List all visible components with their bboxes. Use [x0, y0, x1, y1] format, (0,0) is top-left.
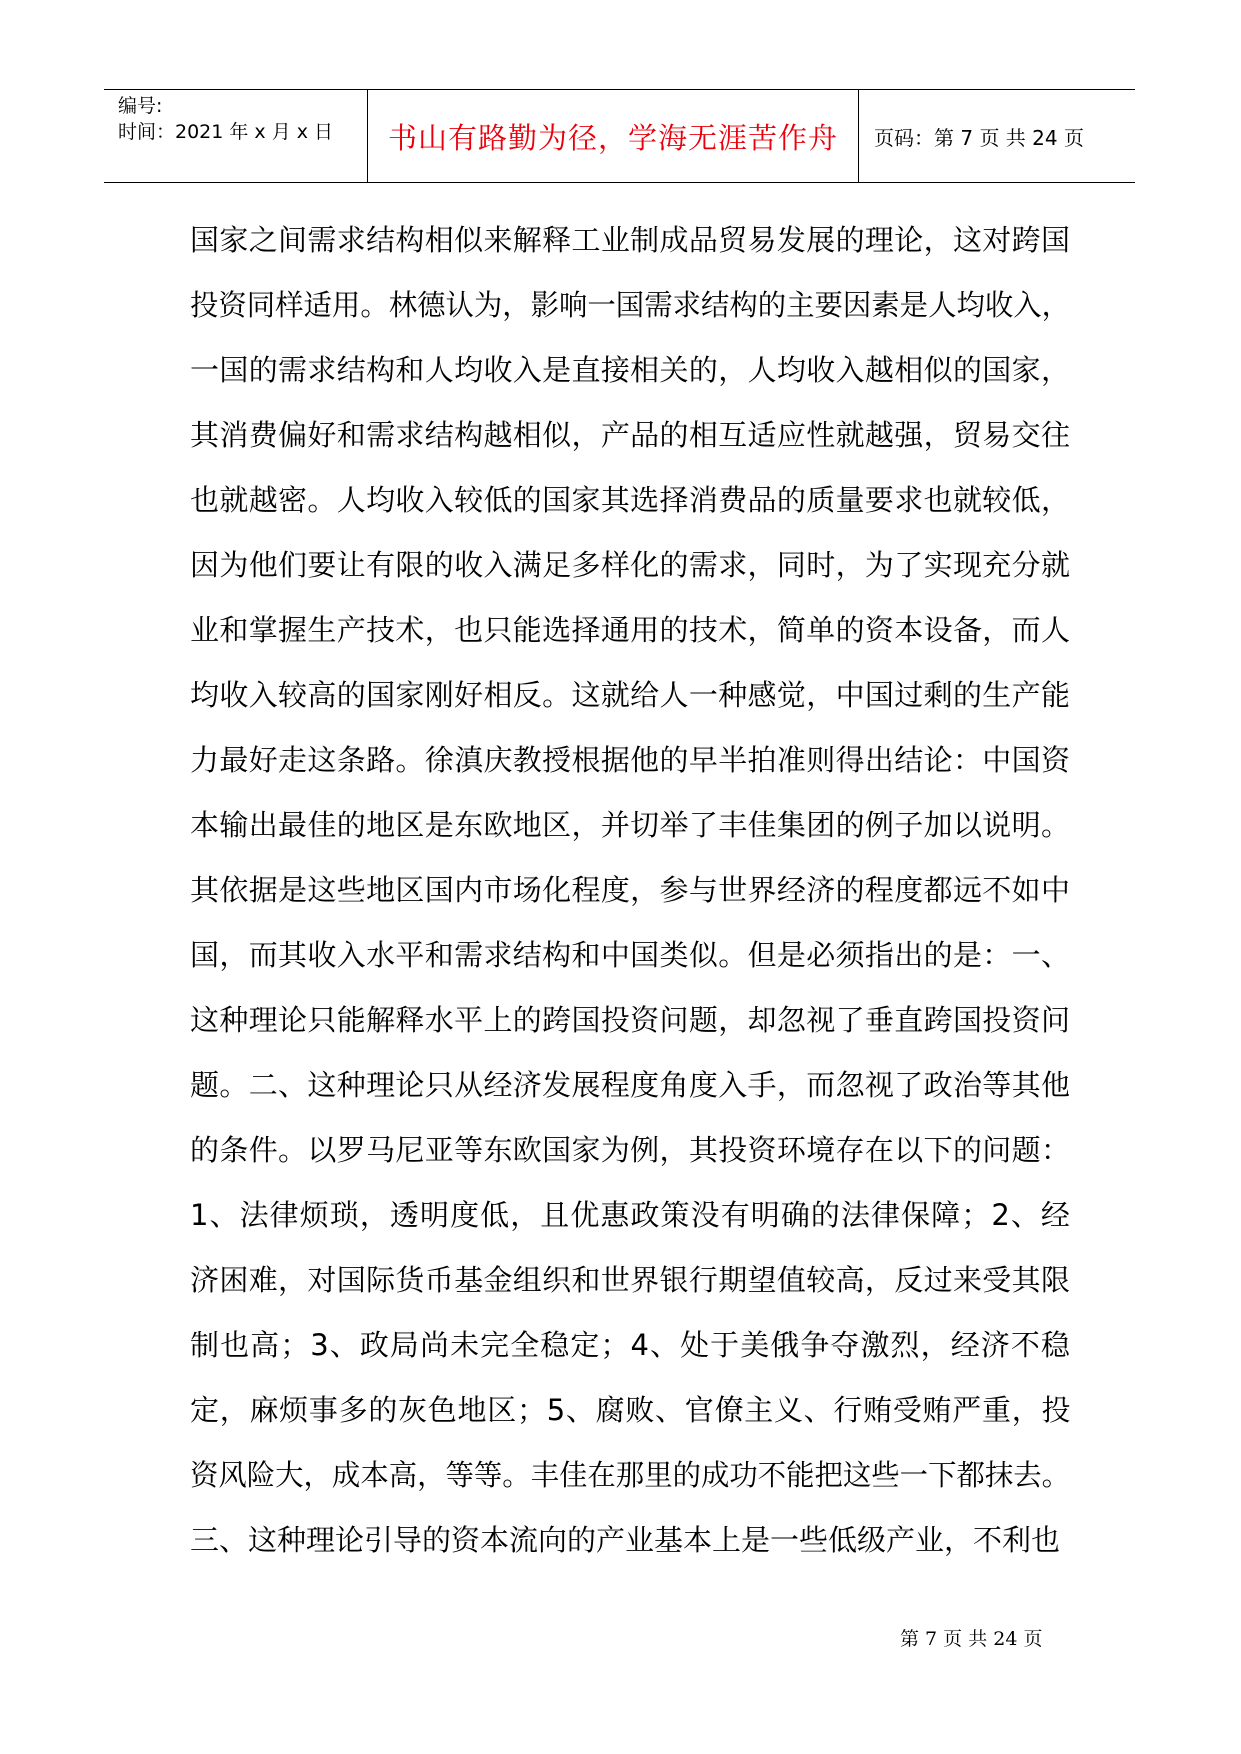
text-line: 制也高；3、政局尚未完全稳定；4、处于美俄争夺激烈，经济不稳 — [190, 1328, 1071, 1362]
page-header — [104, 89, 1135, 183]
document-time-label: 时间：2021 年 x 月 x 日 — [118, 121, 334, 143]
text-line: 这种理论只能解释水平上的跨国投资问题，却忽视了垂直跨国投资问 — [190, 1003, 1071, 1037]
text-line: 国家之间需求结构相似来解释工业制成品贸易发展的理论，这对跨国 — [190, 223, 1071, 257]
document-body — [190, 219, 1070, 1584]
text-line: 其消费偏好和需求结构越相似，产品的相互适应性就越强，贸易交往 — [190, 418, 1071, 452]
text-line: 的条件。以罗马尼亚等东欧国家为例，其投资环境存在以下的问题： — [190, 1133, 1071, 1167]
text-line: 业和掌握生产技术，也只能选择通用的技术，简单的资本设备，而人 — [190, 613, 1071, 647]
header-meta — [104, 90, 368, 182]
text-line: 国，而其收入水平和需求结构和中国类似。但是必须指出的是：一、 — [190, 938, 1071, 972]
text-line: 本输出最佳的地区是东欧地区，并切举了丰佳集团的例子加以说明。 — [190, 808, 1071, 842]
text-line: 一国的需求结构和人均收入是直接相关的，人均收入越相似的国家， — [190, 353, 1071, 387]
header-motto: 书山有路勤为径，学海无涯苦作舟 — [368, 90, 859, 182]
text-line: 其依据是这些地区国内市场化程度，参与世界经济的程度都远不如中 — [190, 873, 1071, 907]
text-line: 资风险大，成本高，等等。丰佳在那里的成功不能把这些一下都抹去。 — [190, 1458, 1071, 1492]
text-line: 力最好走这条路。徐滇庆教授根据他的早半拍准则得出结论：中国资 — [190, 743, 1071, 777]
text-line: 投资同样适用。林德认为，影响一国需求结构的主要因素是人均收入， — [190, 288, 1071, 322]
document-number-label: 编号: — [118, 95, 163, 117]
text-line: 济困难，对国际货币基金组织和世界银行期望值较高，反过来受其限 — [190, 1263, 1071, 1297]
text-line: 均收入较高的国家刚好相反。这就给人一种感觉，中国过剩的生产能 — [190, 678, 1071, 712]
text-line: 三、这种理论引导的资本流向的产业基本上是一些低级产业，不利也 — [190, 1523, 1061, 1557]
text-line: 1、法律烦琐，透明度低，且优惠政策没有明确的法律保障；2、经 — [190, 1198, 1071, 1232]
text-line: 也就越密。人均收入较低的国家其选择消费品的质量要求也就较低， — [190, 483, 1071, 517]
header-page-code: 页码：第 7 页 共 24 页 — [874, 125, 1084, 150]
text-line: 定，麻烦事多的灰色地区；5、腐败、官僚主义、行贿受贿严重，投 — [190, 1393, 1072, 1427]
text-line: 题。二、这种理论只从经济发展程度角度入手，而忽视了政治等其他 — [190, 1068, 1071, 1102]
text-line: 因为他们要让有限的收入满足多样化的需求，同时，为了实现充分就 — [190, 548, 1071, 582]
footer-page-number: 第 7 页 共 24 页 — [900, 1628, 1043, 1650]
